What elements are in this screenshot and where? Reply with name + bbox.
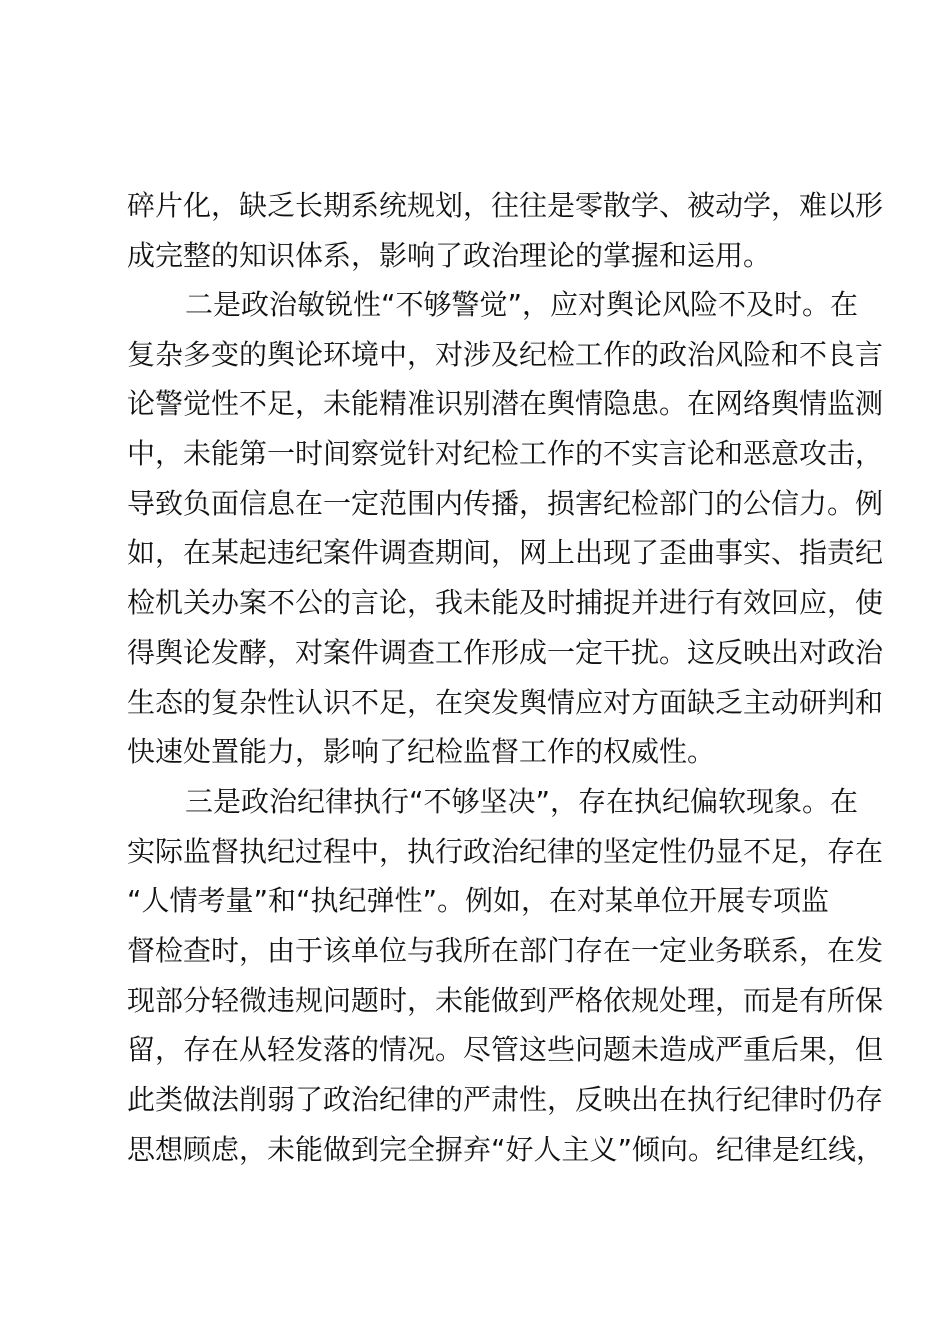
text-line: 论警觉性不足，未能精准识别潜在舆情隐患。在网络舆情监测 [127, 387, 884, 421]
paragraph-political-sensitivity [127, 280, 884, 777]
text-line: 留，存在从轻发落的情况。尽管这些问题未造成严重后果，但 [127, 1033, 884, 1067]
paragraph-continuation [127, 181, 884, 280]
text-line: 快速处置能力，影响了纪检监督工作的权威性。 [127, 735, 716, 769]
text-line: 督检查时，由于该单位与我所在部门存在一定业务联系，在发 [127, 934, 884, 968]
text-line: 实际监督执纪过程中，执行政治纪律的坚定性仍显不足，存在 [127, 834, 884, 868]
text-line: 得舆论发酵，对案件调查工作形成一定干扰。这反映出对政治 [127, 635, 884, 669]
paragraph-first-line: 三是政治纪律执行“不够坚决”，存在执纪偏软现象。在 [185, 785, 859, 818]
text-line: 此类做法削弱了政治纪律的严肃性，反映出在执行纪律时仍存 [127, 1083, 884, 1117]
paragraph-first-line: 二是政治敏锐性“不够警觉”，应对舆论风险不及时。在 [185, 288, 859, 321]
text-line: 生态的复杂性认识不足，在突发舆情应对方面缺乏主动研判和 [127, 685, 884, 719]
paragraph-discipline-execution [127, 777, 885, 1175]
text-line: 现部分轻微违规问题时，未能做到严格依规处理，而是有所保 [127, 983, 884, 1017]
text-line: 碎片化，缺乏长期系统规划，往往是零散学、被动学，难以形 [127, 189, 884, 222]
text-line: 中，未能第一时间察觉针对纪检工作的不实言论和恶意攻击， [127, 437, 884, 471]
text-line: 复杂多变的舆论环境中，对涉及纪检工作的政治风险和不良言 [127, 337, 884, 371]
text-line: 思想顾虑，未能做到完全摒弃“好人主义”倾向。纪律是红线， [127, 1132, 885, 1166]
text-line: 检机关办案不公的言论，我未能及时捕捉并进行有效回应，使 [127, 586, 884, 620]
text-line: 导致负面信息在一定范围内传播，损害纪检部门的公信力。例 [127, 486, 884, 520]
text-line: 成完整的知识体系，影响了政治理论的掌握和运用。 [127, 238, 772, 272]
text-line: 如，在某起违纪案件调查期间，网上出现了歪曲事实、指责纪 [127, 536, 884, 570]
text-line: “人情考量”和“执纪弹性”。例如，在对某单位开展专项监 [127, 884, 830, 918]
